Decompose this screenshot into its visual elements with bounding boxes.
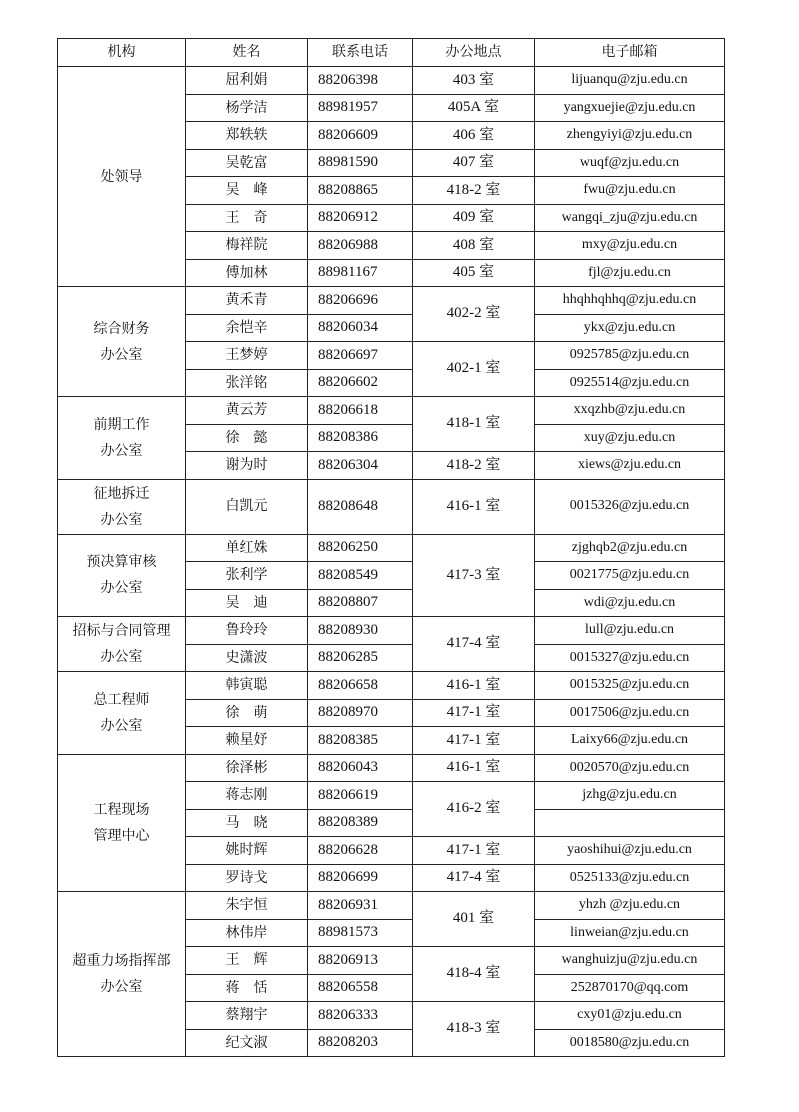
phone-number: 88206618 [308,397,413,425]
office-location: 405A 室 [413,94,535,122]
person-name: 史潇波 [186,644,308,672]
person-name: 郑轶轶 [186,122,308,150]
phone-number: 88206912 [308,204,413,232]
email-address: 252870170@qq.com [535,974,725,1002]
office-location: 418-2 室 [413,452,535,480]
email-address: fwu@zju.edu.cn [535,177,725,205]
org-name-line: 管理中心 [93,827,150,844]
email-address: 0015327@zju.edu.cn [535,644,725,672]
person-name: 吴乾富 [186,149,308,177]
person-name: 张洋铭 [186,369,308,397]
office-location: 403 室 [413,67,535,95]
email-address: 0020570@zju.edu.cn [535,754,725,782]
org-name-line: 超重力场指挥部 [72,953,171,969]
header-email: 电子邮箱 [535,39,725,67]
email-address: zhengyiyi@zju.edu.cn [535,122,725,150]
table-row [58,287,725,315]
email-address: yhzh @zju.edu.cn [535,892,725,920]
phone-number: 88208385 [308,727,413,755]
email-address: fjl@zju.edu.cn [535,259,725,287]
org-name-line: 招标与合同管理 [72,623,171,639]
person-name: 蒋志刚 [186,782,308,810]
org-cell [58,892,186,1057]
person-name: 傅加林 [186,259,308,287]
person-name: 杨学洁 [186,94,308,122]
email-address: jzhg@zju.edu.cn [535,782,725,810]
person-name: 余恺辛 [186,314,308,342]
office-location: 417-1 室 [413,837,535,865]
person-name: 梅祥院 [186,232,308,260]
office-location: 417-4 室 [413,864,535,892]
email-address: zjghqb2@zju.edu.cn [535,534,725,562]
table-row [58,617,725,645]
phone-number: 88206697 [308,342,413,370]
email-address: yangxuejie@zju.edu.cn [535,94,725,122]
office-location: 402-1 室 [413,342,535,397]
phone-number: 88206602 [308,369,413,397]
person-name: 单红姝 [186,534,308,562]
phone-number: 88208930 [308,617,413,645]
phone-number: 88206913 [308,947,413,975]
phone-number: 88206696 [308,287,413,315]
table-row [58,672,725,700]
phone-number: 88981573 [308,919,413,947]
email-address: linweian@zju.edu.cn [535,919,725,947]
email-address: 0018580@zju.edu.cn [535,1029,725,1057]
org-cell [58,67,186,287]
phone-number: 88206931 [308,892,413,920]
phone-number: 88206628 [308,837,413,865]
org-name-line: 预决算审核 [86,554,157,571]
email-address: wangqi_zju@zju.edu.cn [535,204,725,232]
phone-number: 88206699 [308,864,413,892]
person-name: 纪文淑 [186,1029,308,1057]
phone-number: 88206043 [308,754,413,782]
org-name-line: 办公室 [100,649,143,665]
email-address: cxy01@zju.edu.cn [535,1002,725,1030]
org-name-line: 办公室 [100,979,143,995]
table-row [58,754,725,782]
header-org: 机构 [58,39,186,67]
table-body [58,67,725,1057]
office-location: 416-1 室 [413,754,535,782]
org-cell [58,479,186,534]
email-address: 0925514@zju.edu.cn [535,369,725,397]
phone-number: 88208865 [308,177,413,205]
office-location: 417-1 室 [413,727,535,755]
email-address: 0021775@zju.edu.cn [535,562,725,590]
person-name: 姚时辉 [186,837,308,865]
person-name: 徐 萌 [186,699,308,727]
office-location: 417-3 室 [413,534,535,617]
org-cell [58,534,186,617]
org-cell [58,617,186,672]
person-name: 白凯元 [186,479,308,534]
phone-number: 88208203 [308,1029,413,1057]
phone-number: 88981167 [308,259,413,287]
phone-number: 88208970 [308,699,413,727]
org-name-line: 办公室 [100,442,143,459]
person-name: 蒋 恬 [186,974,308,1002]
email-address: yaoshihui@zju.edu.cn [535,837,725,865]
person-name: 张利学 [186,562,308,590]
email-address: 0015325@zju.edu.cn [535,672,725,700]
email-address: 0017506@zju.edu.cn [535,699,725,727]
phone-number: 88208648 [308,479,413,534]
office-location: 406 室 [413,122,535,150]
email-address: wanghuizju@zju.edu.cn [535,947,725,975]
phone-number: 88206609 [308,122,413,150]
office-location: 418-3 室 [413,1002,535,1057]
person-name: 徐 懿 [186,424,308,452]
person-name: 屈利娟 [186,67,308,95]
phone-number: 88206034 [308,314,413,342]
email-address: xxqzhb@zju.edu.cn [535,397,725,425]
phone-number: 88206988 [308,232,413,260]
office-location: 418-2 室 [413,177,535,205]
phone-number: 88206398 [308,67,413,95]
org-cell [58,672,186,755]
phone-number: 88208807 [308,589,413,617]
phone-number: 88208386 [308,424,413,452]
org-name-line: 办公室 [100,717,143,734]
office-location: 416-1 室 [413,479,535,534]
email-address: xuy@zju.edu.cn [535,424,725,452]
person-name: 王 奇 [186,204,308,232]
org-name-line: 综合财务 [93,320,150,337]
person-name: 王梦婷 [186,342,308,370]
person-name: 谢为时 [186,452,308,480]
person-name: 黄禾青 [186,287,308,315]
phone-number: 88206304 [308,452,413,480]
org-name-line: 处领导 [100,168,143,185]
office-location: 416-2 室 [413,782,535,837]
email-address: 0015326@zju.edu.cn [535,479,725,534]
person-name: 赖星妤 [186,727,308,755]
person-name: 吴 迪 [186,589,308,617]
office-location: 416-1 室 [413,672,535,700]
email-address: hhqhhqhhq@zju.edu.cn [535,287,725,315]
email-address: wuqf@zju.edu.cn [535,149,725,177]
office-location: 401 室 [413,892,535,947]
phone-number: 88206333 [308,1002,413,1030]
email-address: Laixy66@zju.edu.cn [535,727,725,755]
office-location: 408 室 [413,232,535,260]
email-address: 0925785@zju.edu.cn [535,342,725,370]
phone-number: 88981590 [308,149,413,177]
person-name: 黄云芳 [186,397,308,425]
office-location: 418-4 室 [413,947,535,1002]
office-location: 409 室 [413,204,535,232]
phone-number: 88206285 [308,644,413,672]
office-location: 418-1 室 [413,397,535,452]
person-name: 林伟岸 [186,919,308,947]
org-name-line: 办公室 [100,346,143,363]
table-row [58,892,725,920]
email-address: wdi@zju.edu.cn [535,589,725,617]
org-name-line: 办公室 [100,511,143,528]
org-cell [58,287,186,397]
person-name: 朱宇恒 [186,892,308,920]
org-name-line: 工程现场 [93,801,150,818]
table-row [58,479,725,534]
person-name: 蔡翔宇 [186,1002,308,1030]
office-location: 405 室 [413,259,535,287]
person-name: 罗诗戈 [186,864,308,892]
office-location: 417-4 室 [413,617,535,672]
email-address: 0525133@zju.edu.cn [535,864,725,892]
header-row [58,39,725,67]
org-name-line: 前期工作 [93,416,150,433]
org-name-line: 总工程师 [93,691,150,708]
phone-number: 88208549 [308,562,413,590]
table-row [58,534,725,562]
email-address: mxy@zju.edu.cn [535,232,725,260]
org-name-line: 征地拆迁 [93,485,150,502]
phone-number: 88206619 [308,782,413,810]
phone-number: 88208389 [308,809,413,837]
person-name: 鲁玲玲 [186,617,308,645]
org-cell [58,754,186,892]
contact-table [57,38,725,1057]
phone-number: 88206658 [308,672,413,700]
header-name: 姓名 [186,39,308,67]
phone-number: 88206558 [308,974,413,1002]
email-address: lull@zju.edu.cn [535,617,725,645]
org-name-line: 办公室 [100,580,143,597]
org-cell [58,397,186,480]
person-name: 徐泽彬 [186,754,308,782]
table-row [58,397,725,425]
email-address: xiews@zju.edu.cn [535,452,725,480]
header-office: 办公地点 [413,39,535,67]
phone-number: 88206250 [308,534,413,562]
email-address: lijuanqu@zju.edu.cn [535,67,725,95]
email-address [535,809,725,837]
phone-number: 88981957 [308,94,413,122]
person-name: 韩寅聪 [186,672,308,700]
office-location: 402-2 室 [413,287,535,342]
office-location: 407 室 [413,149,535,177]
office-location: 417-1 室 [413,699,535,727]
header-phone: 联系电话 [308,39,413,67]
person-name: 王 辉 [186,947,308,975]
person-name: 吴 峰 [186,177,308,205]
email-address: ykx@zju.edu.cn [535,314,725,342]
table-row [58,67,725,95]
person-name: 马 晓 [186,809,308,837]
